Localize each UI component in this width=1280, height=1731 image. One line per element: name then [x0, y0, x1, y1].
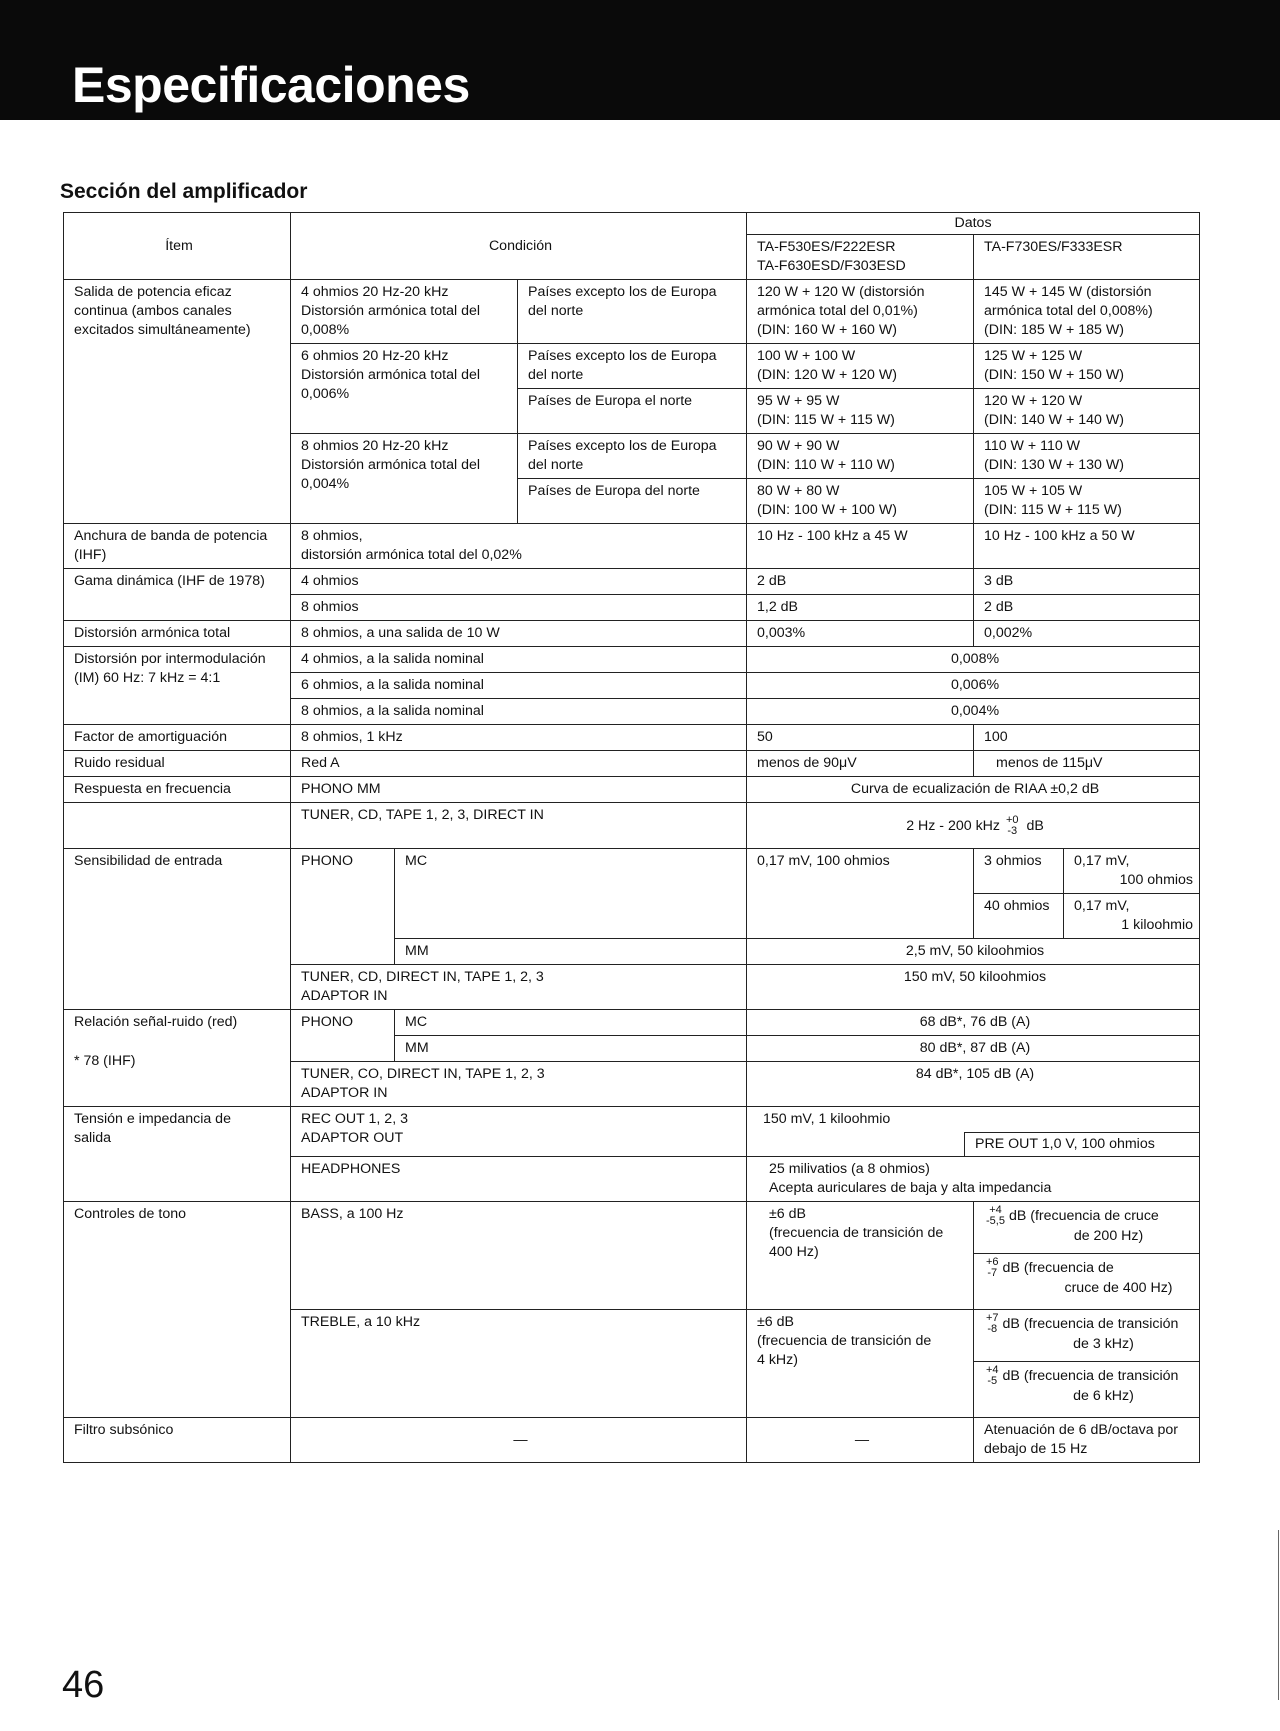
table-row — [64, 647, 1200, 673]
pre-out-value: PRE OUT 1,0 V, 100 ohmios — [964, 1132, 1199, 1156]
dynamic-8-a: 1,2 dB — [747, 595, 974, 621]
tone-treble-a — [747, 1310, 974, 1418]
power-region-6n: Países de Europa el norte — [518, 389, 747, 434]
imd-cond-6: 6 ohmios, a la salida nominal — [291, 673, 747, 699]
tol-down: -8 — [987, 1323, 998, 1335]
freq-tolerance — [1006, 815, 1019, 837]
header-condition: Condición — [291, 213, 747, 280]
tol-down: -5 — [987, 1375, 998, 1387]
text-line: Salida de potencia eficaz — [74, 284, 232, 300]
bandwidth-b: 10 Hz - 100 kHz a 50 W — [974, 524, 1200, 569]
text-line: TUNER, CO, DIRECT IN, TAPE 1, 2, 3 — [301, 1066, 545, 1082]
table-row — [64, 1010, 1200, 1036]
snr-mm-val: 80 dB*, 87 dB (A) — [747, 1036, 1200, 1062]
text-line: dB (frecuencia de — [1002, 1259, 1114, 1276]
sens-mc-b2-val — [1064, 894, 1200, 939]
thd-item: Distorsión armónica total — [64, 621, 291, 647]
table-row — [64, 1418, 1200, 1463]
tol-up: +4 — [989, 1204, 1002, 1216]
dynamic-cond-8: 8 ohmios — [291, 595, 747, 621]
power-region-8n: Países de Europa del norte — [518, 479, 747, 524]
text-line: de 200 Hz) — [1073, 1228, 1144, 1244]
text-line: debajo de 15 Hz — [984, 1441, 1088, 1457]
thd-cond: 8 ohmios, a una salida de 10 W — [291, 621, 747, 647]
text-line: ±6 dB — [757, 1314, 794, 1330]
sens-phono: PHONO — [291, 849, 395, 965]
table-header-row — [64, 213, 1200, 235]
power-8x-a — [747, 434, 974, 479]
text-line: TUNER, CD, DIRECT IN, TAPE 1, 2, 3 — [301, 969, 544, 985]
sens-mc: MC — [395, 849, 747, 939]
text-line: armónica total del 0,01%) — [757, 303, 918, 319]
noise-item: Ruido residual — [64, 751, 291, 777]
text-line: excitados simultáneamente) — [74, 322, 251, 338]
tone-treble-b2 — [974, 1362, 1200, 1418]
subsonic-cond: — — [291, 1418, 747, 1463]
power-4-b — [974, 280, 1200, 344]
table-row — [64, 569, 1200, 595]
dynamic-cond-4: 4 ohmios — [291, 569, 747, 595]
power-region-6x — [518, 344, 747, 389]
freq-range: 2 Hz - 200 kHz — [906, 817, 1001, 834]
tone-treble: TREBLE, a 10 kHz — [291, 1310, 747, 1418]
text-line: 100 ohmios — [1119, 872, 1194, 888]
imd-cond-4: 4 ohmios, a la salida nominal — [291, 647, 747, 673]
text-line: 105 W + 105 W — [984, 483, 1083, 499]
text-line: 400 Hz) — [769, 1244, 819, 1260]
header-model-b: TA-F730ES/F333ESR — [974, 235, 1200, 280]
snr-line-val: 84 dB*, 105 dB (A) — [747, 1062, 1200, 1107]
text-line: distorsión armónica total del 0,02% — [301, 547, 522, 563]
header-bar — [0, 0, 1280, 120]
text-line: continua (ambos canales — [74, 303, 232, 319]
tol-down: -5,5 — [986, 1215, 1005, 1227]
text-line: 125 W + 125 W — [984, 348, 1083, 364]
tone-bass-b2 — [974, 1254, 1200, 1310]
output-hp: HEADPHONES — [291, 1157, 747, 1202]
tone-item: Controles de tono — [64, 1202, 291, 1418]
header-model-a — [747, 235, 974, 280]
dynamic-item: Gama dinámica (IHF de 1978) — [64, 569, 291, 621]
tol-down: -7 — [987, 1267, 998, 1279]
tone-bass-b1 — [974, 1202, 1200, 1254]
tol-up: +7 — [986, 1312, 999, 1324]
sens-line — [291, 965, 747, 1010]
table-row — [64, 803, 1200, 849]
page-number: 46 — [62, 1664, 105, 1706]
imd-val-4: 0,008% — [747, 647, 1200, 673]
text-line: salida — [74, 1130, 112, 1146]
power-8n-b — [974, 479, 1200, 524]
text-line: 25 milivatios (a 8 ohmios) — [769, 1161, 930, 1177]
dynamic-4-a: 2 dB — [747, 569, 974, 595]
text-line: 110 W + 110 W — [984, 438, 1081, 454]
power-4-a — [747, 280, 974, 344]
text-line: ADAPTOR IN — [301, 988, 388, 1004]
power-6n-b — [974, 389, 1200, 434]
text-line: 1 kiloohmio — [1121, 917, 1194, 933]
tone-bass-a — [747, 1202, 974, 1310]
text-line: dB (frecuencia de cruce — [1008, 1207, 1159, 1224]
damping-cond: 8 ohmios, 1 kHz — [291, 725, 747, 751]
tol-frac — [986, 1365, 999, 1387]
text-line: Países excepto los de Europa — [528, 348, 717, 364]
text-line: 80 W + 80 W — [757, 483, 840, 499]
snr-mc-val: 68 dB*, 76 dB (A) — [747, 1010, 1200, 1036]
text-line: Distorsión armónica total del — [301, 457, 480, 473]
text-line: 0,006% — [301, 386, 350, 402]
text-line: 145 W + 145 W (distorsión — [984, 284, 1152, 300]
text-line: 8 ohmios, — [301, 528, 363, 544]
text-line: (DIN: 160 W + 160 W) — [757, 322, 897, 338]
freq-item: Respuesta en frecuencia — [64, 777, 291, 803]
output-rec-val — [747, 1107, 1200, 1157]
subsonic-item: Filtro subsónico — [64, 1418, 291, 1463]
sens-mc-b2-ohm: 40 ohmios — [974, 894, 1064, 939]
table-row — [64, 1202, 1200, 1254]
snr-line — [291, 1062, 747, 1107]
text-line: Tensión e impedancia de — [74, 1111, 231, 1127]
text-line: cruce de 400 Hz) — [1064, 1280, 1173, 1296]
sens-mc-b1-val — [1064, 849, 1200, 894]
text-line: (IM) 60 Hz: 7 kHz = 4:1 — [74, 670, 221, 686]
text-line: 4 kHz) — [757, 1352, 798, 1368]
text-line: ±6 dB — [769, 1206, 806, 1222]
text-line: (DIN: 115 W + 115 W) — [757, 412, 895, 428]
output-hp-val — [747, 1157, 1200, 1202]
subsonic-b — [974, 1418, 1200, 1463]
bandwidth-a: 10 Hz - 100 kHz a 45 W — [747, 524, 974, 569]
text-line: Acepta auriculares de baja y alta impedancia — [769, 1180, 1052, 1196]
table-row — [64, 621, 1200, 647]
text-line: (DIN: 115 W + 115 W) — [984, 502, 1122, 518]
text-line: 0,17 mV, — [1074, 898, 1130, 914]
tol-up: +4 — [986, 1364, 999, 1376]
text-line: Países excepto los de Europa — [528, 438, 717, 454]
text-line: Relación señal-ruido (red) — [74, 1014, 238, 1030]
text-line: Atenuación de 6 dB/octava por — [984, 1422, 1179, 1438]
text-line: del norte — [528, 367, 584, 383]
text-line: de 3 kHz) — [1073, 1336, 1134, 1352]
dynamic-4-b: 3 dB — [974, 569, 1200, 595]
text-line: (DIN: 130 W + 130 W) — [984, 457, 1124, 473]
sens-mc-a: 0,17 mV, 100 ohmios — [747, 849, 974, 939]
page-edge-rule — [1278, 1530, 1279, 1700]
output-rec — [291, 1107, 747, 1157]
page-title: Especificaciones — [72, 57, 470, 113]
noise-b: menos de 115μV — [974, 751, 1200, 777]
text-line: (DIN: 140 W + 140 W) — [984, 412, 1124, 428]
freq-unit: dB — [1026, 817, 1044, 834]
text-line: 120 W + 120 W — [984, 393, 1083, 409]
header-item: Ítem — [64, 213, 291, 280]
power-item — [64, 280, 291, 524]
freq-cond-1: PHONO MM — [291, 777, 747, 803]
power-cond-4ohm — [291, 280, 518, 344]
model-a-line2: TA-F630ESD/F303ESD — [757, 258, 906, 274]
subsonic-a: — — [747, 1418, 974, 1463]
text-line: 0,008% — [301, 322, 350, 338]
tol-frac — [986, 1313, 999, 1335]
sens-mm-val: 2,5 mV, 50 kiloohmios — [747, 939, 1200, 965]
text-line: (DIN: 120 W + 120 W) — [757, 367, 897, 383]
text-line: 0,004% — [301, 476, 350, 492]
text-line: Distorsión armónica total del — [301, 303, 480, 319]
text-line: del norte — [528, 303, 584, 319]
text-line: 6 ohmios 20 Hz-20 kHz — [301, 348, 449, 364]
output-item — [64, 1107, 291, 1202]
text-line: REC OUT 1, 2, 3 — [301, 1111, 408, 1127]
freq-cond-2: TUNER, CD, TAPE 1, 2, 3, DIRECT IN — [291, 803, 747, 849]
damping-b: 100 — [974, 725, 1200, 751]
text-line: (DIN: 185 W + 185 W) — [984, 322, 1124, 338]
text-line: 100 W + 100 W — [757, 348, 856, 364]
table-row — [64, 849, 1200, 894]
freq-val-2 — [747, 803, 1200, 849]
imd-cond-8: 8 ohmios, a la salida nominal — [291, 699, 747, 725]
text-line: de 6 kHz) — [1073, 1388, 1134, 1404]
text-line: 120 W + 120 W (distorsión — [757, 284, 925, 300]
table-row — [64, 777, 1200, 803]
header-data: Datos — [747, 213, 1200, 235]
text-line: dB (frecuencia de transición — [1002, 1315, 1179, 1332]
text-line: ADAPTOR IN — [301, 1085, 388, 1101]
noise-cond: Red A — [291, 751, 747, 777]
snr-mm: MM — [395, 1036, 747, 1062]
sens-item: Sensibilidad de entrada — [64, 849, 291, 1010]
tone-treble-b1 — [974, 1310, 1200, 1362]
model-a-line1: TA-F530ES/F222ESR — [757, 239, 896, 255]
bandwidth-cond — [291, 524, 747, 569]
power-region-8x — [518, 434, 747, 479]
damping-item: Factor de amortiguación — [64, 725, 291, 751]
text-line: 4 ohmios 20 Hz-20 kHz — [301, 284, 449, 300]
power-cond-8ohm — [291, 434, 518, 524]
text-line: dB (frecuencia de transición — [1002, 1367, 1179, 1384]
power-6n-a — [747, 389, 974, 434]
snr-item — [64, 1010, 291, 1107]
text-line: 8 ohmios 20 Hz-20 kHz — [301, 438, 449, 454]
power-region-4 — [518, 280, 747, 344]
snr-phono: PHONO — [291, 1010, 395, 1062]
thd-b: 0,002% — [974, 621, 1200, 647]
text-line: Distorsión armónica total del — [301, 367, 480, 383]
section-title: Sección del amplificador — [60, 180, 308, 203]
text-line: (frecuencia de transición de — [757, 1333, 932, 1349]
damping-a: 50 — [747, 725, 974, 751]
tol-frac — [986, 1205, 1005, 1227]
freq-val-1: Curva de ecualización de RIAA ±0,2 dB — [747, 777, 1200, 803]
text-line: Países excepto los de Europa — [528, 284, 717, 300]
table-row — [64, 751, 1200, 777]
tone-bass: BASS, a 100 Hz — [291, 1202, 747, 1310]
text-line: (frecuencia de transición de — [769, 1225, 944, 1241]
power-8n-a — [747, 479, 974, 524]
tol-frac — [986, 1257, 999, 1279]
text-line: Anchura de banda de potencia — [74, 528, 268, 544]
table-row — [64, 725, 1200, 751]
text-line: 0,17 mV, — [1074, 853, 1130, 869]
table-row — [64, 280, 1200, 344]
power-6x-a — [747, 344, 974, 389]
dynamic-8-b: 2 dB — [974, 595, 1200, 621]
imd-val-6: 0,006% — [747, 673, 1200, 699]
power-cond-6ohm — [291, 344, 518, 434]
spec-table — [63, 212, 1200, 1463]
noise-a: menos de 90μV — [747, 751, 974, 777]
text-line: (DIN: 150 W + 150 W) — [984, 367, 1124, 383]
sens-line-val: 150 mV, 50 kiloohmios — [747, 965, 1200, 1010]
text-line: armónica total del 0,008%) — [984, 303, 1153, 319]
snr-footnote: * 78 (IHF) — [74, 1053, 136, 1069]
text-line: (DIN: 110 W + 110 W) — [757, 457, 895, 473]
text-line: ADAPTOR OUT — [301, 1130, 404, 1146]
snr-mc: MC — [395, 1010, 747, 1036]
power-6x-b — [974, 344, 1200, 389]
tol-up: +0 — [1005, 813, 1019, 826]
bandwidth-item — [64, 524, 291, 569]
freq-item-empty — [64, 803, 291, 849]
imd-val-8: 0,004% — [747, 699, 1200, 725]
text-line: (IHF) — [74, 547, 107, 563]
sens-mc-b1-ohm: 3 ohmios — [974, 849, 1064, 894]
text-line: 90 W + 90 W — [757, 438, 840, 454]
text-line: (DIN: 100 W + 100 W) — [757, 502, 897, 518]
table-row — [64, 524, 1200, 569]
text-line: Distorsión por intermodulación — [74, 651, 266, 667]
imd-item — [64, 647, 291, 725]
thd-a: 0,003% — [747, 621, 974, 647]
tol-down: -3 — [1007, 824, 1018, 837]
tol-up: +6 — [986, 1256, 999, 1268]
rec-value: 150 mV, 1 kiloohmio — [763, 1111, 891, 1127]
sens-mm: MM — [395, 939, 747, 965]
text-line: del norte — [528, 457, 584, 473]
text-line: 95 W + 95 W — [757, 393, 840, 409]
power-8x-b — [974, 434, 1200, 479]
table-row — [64, 1107, 1200, 1157]
